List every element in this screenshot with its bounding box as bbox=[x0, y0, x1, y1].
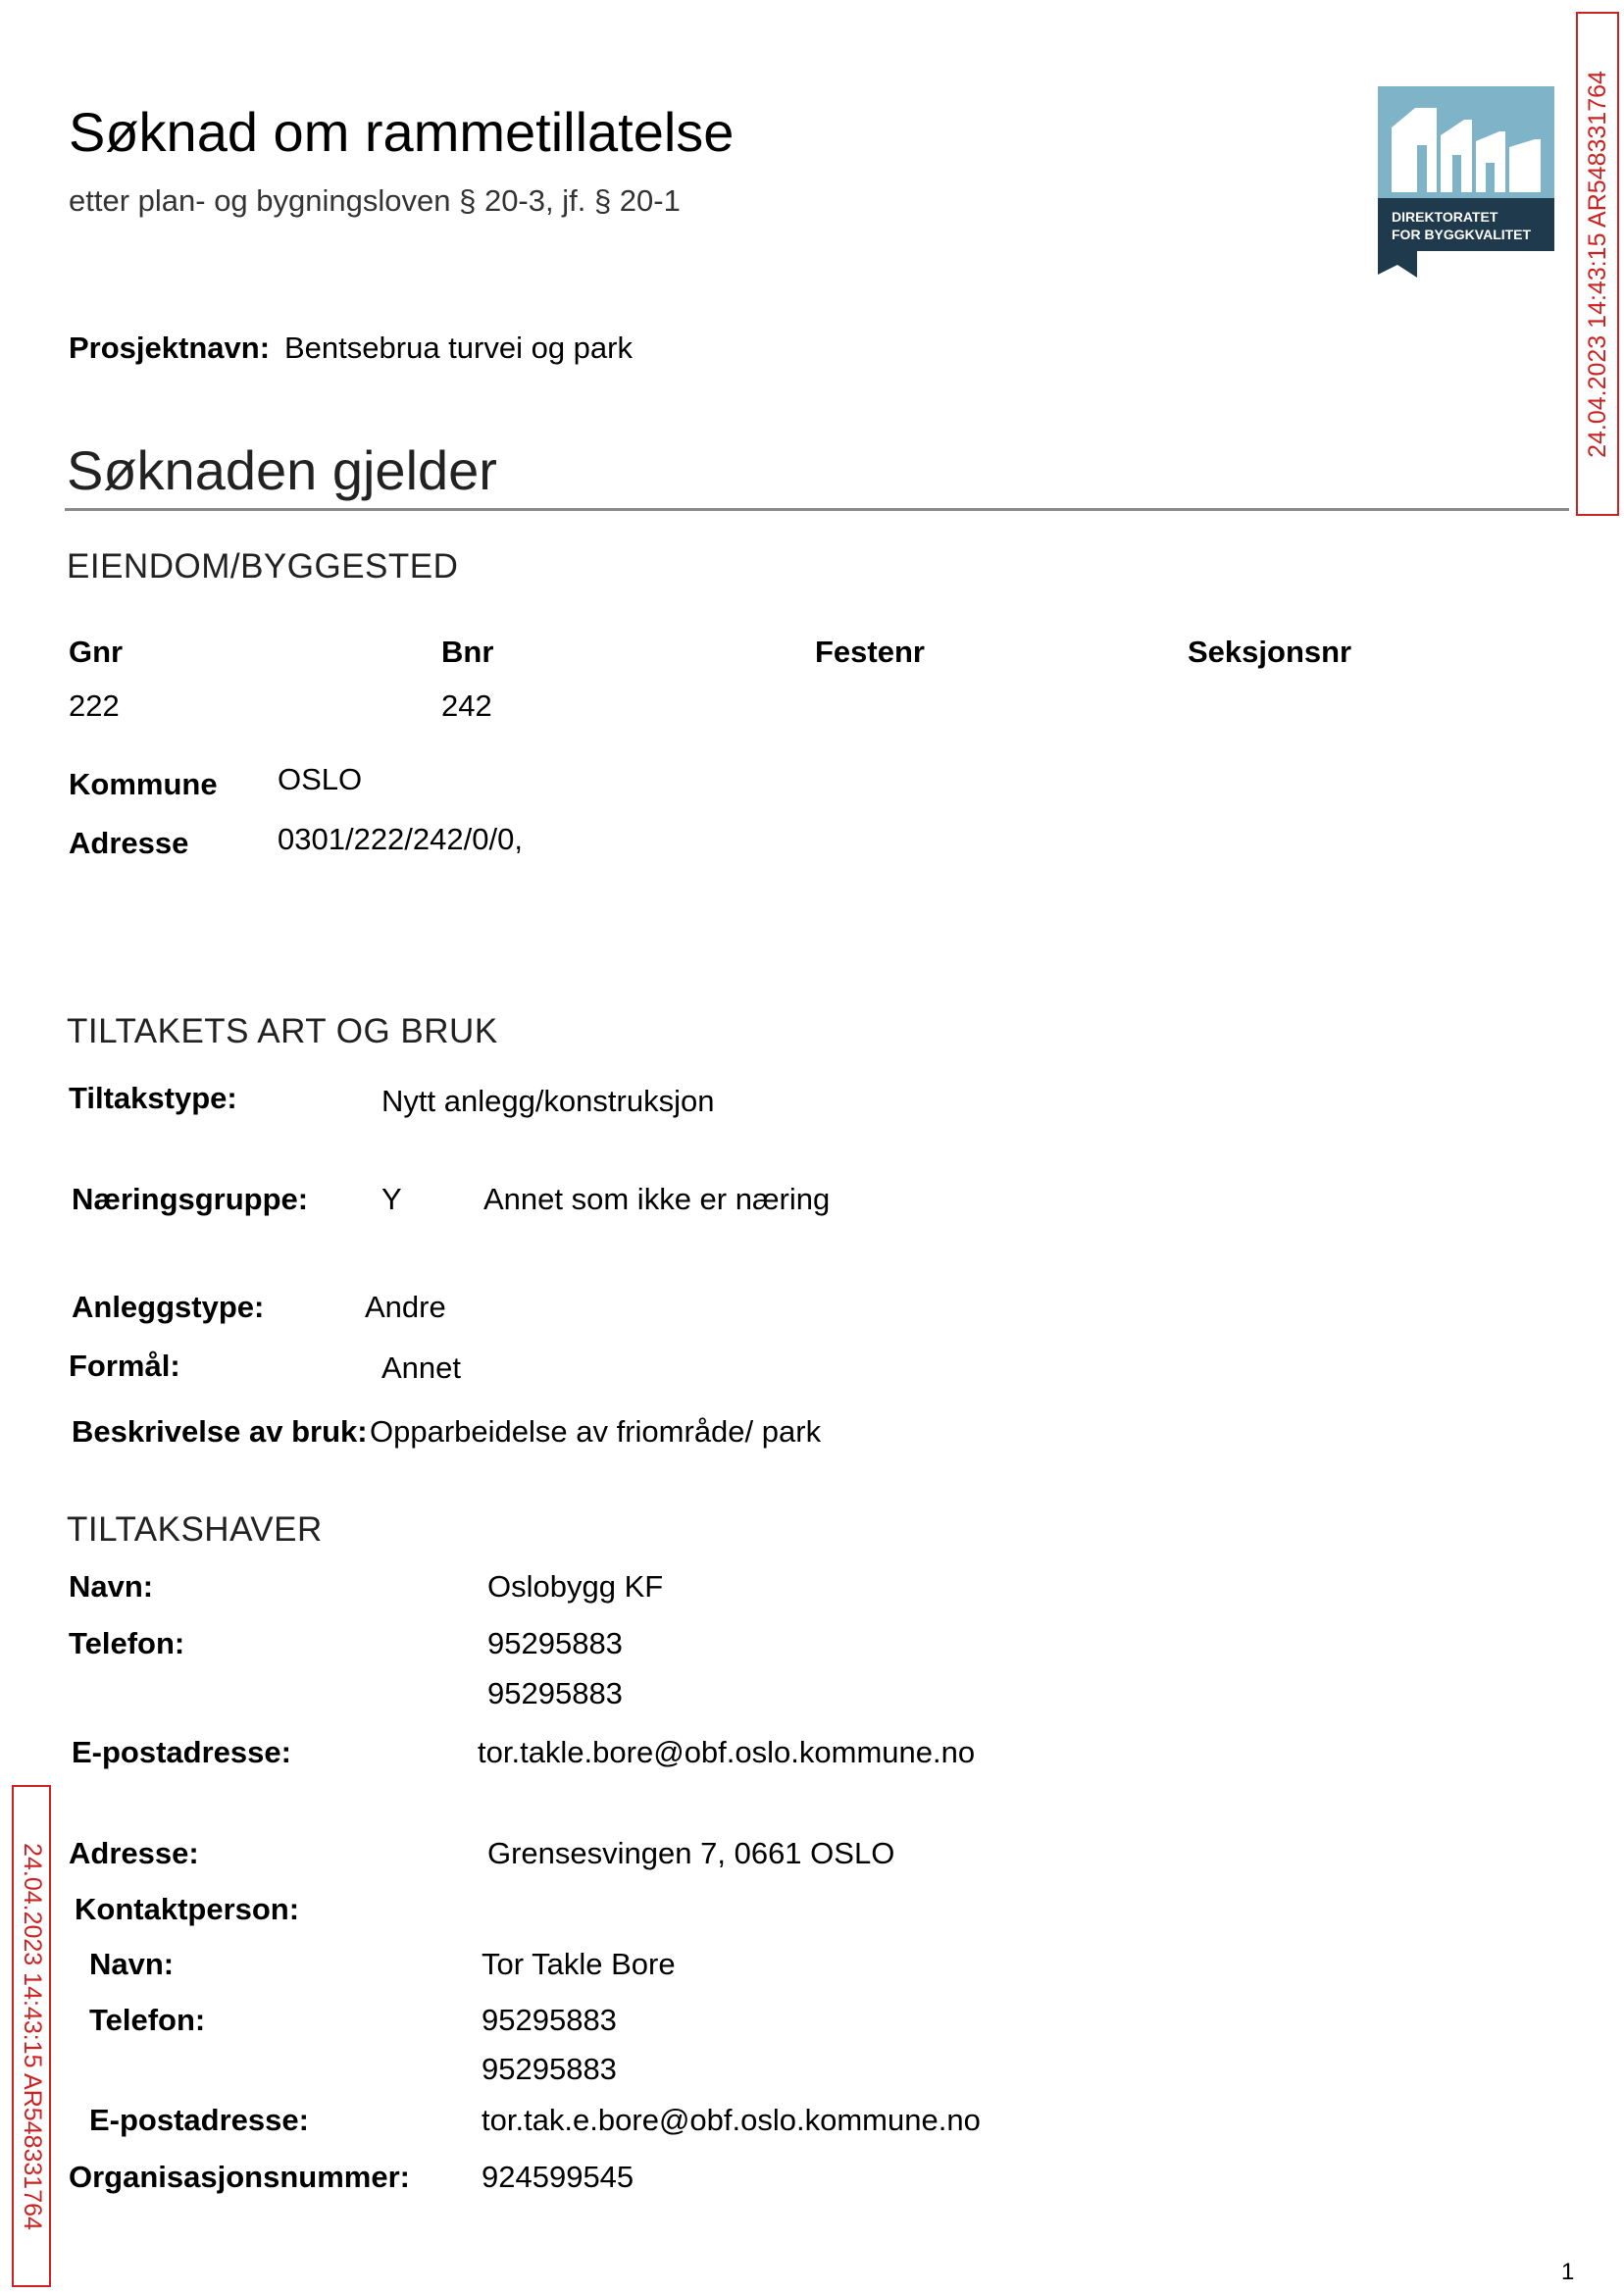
receipt-stamp-bottom bbox=[12, 1785, 51, 2287]
formal-label: Formål: bbox=[69, 1349, 180, 1383]
heading-divider bbox=[65, 508, 1569, 511]
seksjonsnr-label: Seksjonsnr bbox=[1188, 635, 1352, 669]
dibk-logo bbox=[1378, 86, 1554, 278]
owner-email-value: tor.takle.bore@obf.oslo.kommune.no bbox=[478, 1735, 976, 1769]
gnr-value: 222 bbox=[69, 688, 120, 723]
owner-name-label: Navn: bbox=[69, 1569, 154, 1604]
bnr-label: Bnr bbox=[441, 635, 494, 669]
applies-heading: Søknaden gjelder bbox=[67, 439, 497, 501]
anleggstype-value: Andre bbox=[365, 1290, 446, 1324]
owner-address-value: Grensesvingen 7, 0661 OSLO bbox=[487, 1836, 895, 1870]
owner-phone-value-2: 95295883 bbox=[487, 1676, 623, 1710]
contact-person-label: Kontaktperson: bbox=[75, 1892, 300, 1926]
gnr-label: Gnr bbox=[69, 635, 124, 669]
receipt-stamp-top-text: 24.04.2023 14:43:15 AR548331764 bbox=[1583, 70, 1611, 458]
formal-value: Annet bbox=[381, 1351, 462, 1385]
naeringsgruppe-value: Annet som ikke er næring bbox=[483, 1182, 831, 1216]
owner-heading: TILTAKSHAVER bbox=[67, 1510, 323, 1549]
tiltakstype-value: Nytt anlegg/konstruksjon bbox=[381, 1084, 715, 1118]
logo-text-line1: DIREKTORATET bbox=[1392, 209, 1498, 225]
bnr-value: 242 bbox=[441, 688, 492, 723]
anleggstype-label: Anleggstype: bbox=[72, 1290, 265, 1324]
festenr-label: Festenr bbox=[815, 635, 925, 669]
kommune-label: Kommune bbox=[69, 767, 218, 801]
property-address-value: 0301/222/242/0/0, bbox=[278, 822, 523, 856]
contact-name-label: Navn: bbox=[89, 1947, 175, 1981]
contact-phone-label: Telefon: bbox=[89, 2003, 206, 2037]
owner-phone-value-1: 95295883 bbox=[487, 1626, 623, 1660]
beskrivelse-value: Opparbeidelse av friområde/ park bbox=[370, 1414, 822, 1449]
org-number-value: 924599545 bbox=[482, 2160, 634, 2194]
owner-name-value: Oslobygg KF bbox=[487, 1569, 664, 1604]
logo-text-line2: FOR BYGGKVALITET bbox=[1392, 227, 1532, 242]
contact-phone-value-2: 95295883 bbox=[482, 2052, 617, 2086]
kommune-value: OSLO bbox=[278, 762, 363, 796]
tiltakstype-label: Tiltakstype: bbox=[69, 1081, 237, 1115]
project-name-label: Prosjektnavn: bbox=[69, 331, 271, 365]
beskrivelse-label: Beskrivelse av bruk: bbox=[72, 1414, 368, 1449]
building-logo-icon bbox=[1378, 86, 1554, 278]
page-subtitle: etter plan- og bygningsloven § 20-3, jf. § 20-1 bbox=[69, 183, 681, 218]
project-name-value: Bentsebrua turvei og park bbox=[284, 331, 633, 365]
contact-email-label: E-postadresse: bbox=[89, 2103, 309, 2137]
page-number: 1 bbox=[1561, 2259, 1575, 2285]
contact-phone-value-1: 95295883 bbox=[482, 2003, 617, 2037]
receipt-stamp-bottom-text: 24.04.2023 14:43:15 AR548331764 bbox=[18, 1842, 46, 2230]
naeringsgruppe-code: Y bbox=[381, 1182, 402, 1216]
owner-phone-label: Telefon: bbox=[69, 1626, 185, 1660]
page-title: Søknad om rammetillatelse bbox=[69, 101, 735, 163]
property-address-label: Adresse bbox=[69, 826, 189, 860]
owner-address-label: Adresse: bbox=[69, 1836, 199, 1870]
naeringsgruppe-label: Næringsgruppe: bbox=[72, 1182, 309, 1216]
contact-name-value: Tor Takle Bore bbox=[482, 1947, 676, 1981]
contact-email-value: tor.tak.e.bore@obf.oslo.kommune.no bbox=[482, 2103, 981, 2137]
property-heading: EIENDOM/BYGGESTED bbox=[67, 547, 459, 586]
org-number-label: Organisasjonsnummer: bbox=[69, 2160, 410, 2194]
measure-heading: TILTAKETS ART OG BRUK bbox=[67, 1012, 498, 1050]
owner-email-label: E-postadresse: bbox=[72, 1735, 291, 1769]
receipt-stamp-top bbox=[1576, 12, 1619, 516]
